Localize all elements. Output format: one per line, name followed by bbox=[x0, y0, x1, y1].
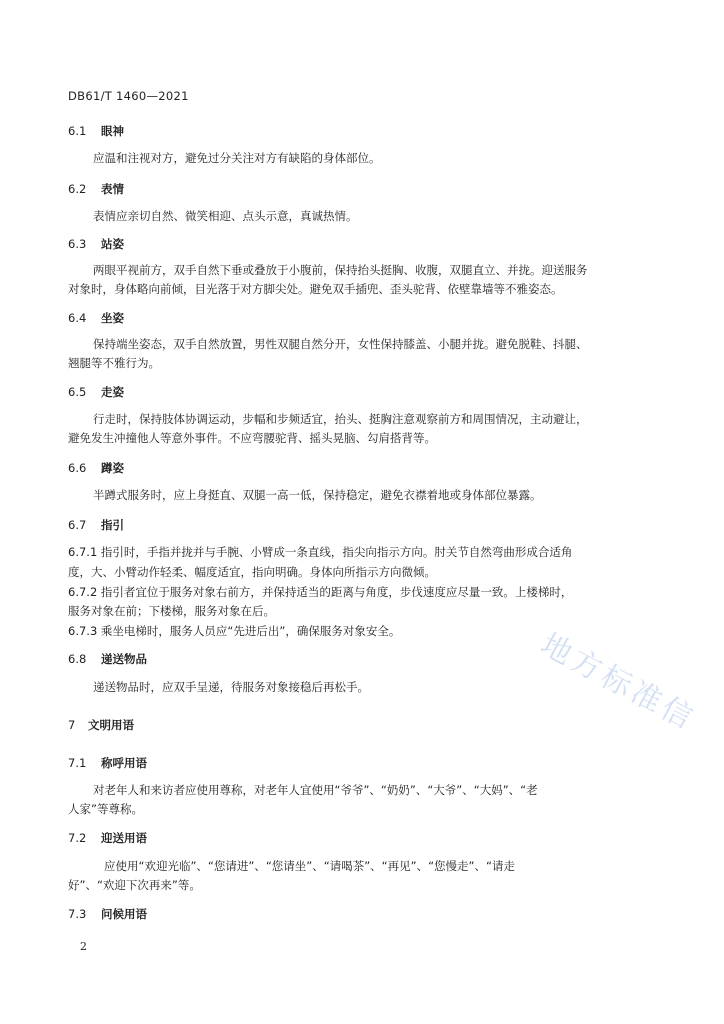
clause-6-7-1-line-1: 6.7.1 指引时，手指并拢并与手腕、小臂成一条直线，指尖向指示方向。肘关节自然弯曲形成合适角 bbox=[68, 545, 573, 559]
heading-number: 7.1 bbox=[68, 756, 87, 770]
paragraph-6-2: 表情应亲切自然、微笑相迎、点头示意，真诚热情。 bbox=[93, 209, 358, 223]
clause-6-7-3: 6.7.3 乘坐电梯时，服务人员应“先进后出”，确保服务对象安全。 bbox=[68, 624, 401, 638]
heading-title: 站姿 bbox=[101, 237, 124, 251]
paragraph-6-3-line-2: 对象时，身体略向前倾，目光落于对方脚尖处。避免双手插兜、歪头驼背、依壁靠墙等不雅姿态。 bbox=[68, 282, 563, 296]
heading-6-3 bbox=[68, 236, 124, 252]
paragraph-7-1-line-1: 对老年人和来访者应使用尊称，对老年人宜使用“爷爷”、“奶奶”、“大爷”、“大妈”、“老 bbox=[93, 783, 538, 797]
heading-6-7 bbox=[68, 517, 124, 533]
heading-number: 6.7 bbox=[68, 518, 87, 532]
heading-title: 眼神 bbox=[101, 124, 124, 138]
clause-6-7-2-line-1: 6.7.2 指引者宜位于服务对象右前方，并保持适当的距离与角度，步伐速度应尽量一致。上楼梯时， bbox=[68, 585, 573, 599]
heading-title: 蹲姿 bbox=[101, 461, 124, 475]
heading-number: 6.3 bbox=[68, 237, 87, 251]
clause-6-7-2-line-2: 服务对象在前；下楼梯，服务对象在后。 bbox=[68, 604, 275, 618]
heading-number: 7 bbox=[68, 718, 76, 732]
watermark: 地方标准信 bbox=[534, 627, 702, 738]
heading-title: 称呼用语 bbox=[101, 756, 147, 770]
heading-title: 问候用语 bbox=[101, 907, 147, 921]
paragraph-6-4-line-2: 翘腿等不雅行为。 bbox=[68, 356, 160, 370]
heading-title: 文明用语 bbox=[88, 718, 134, 732]
heading-number: 6.1 bbox=[68, 124, 87, 138]
paragraph-6-8: 递送物品时，应双手呈递，待服务对象接稳后再松手。 bbox=[93, 680, 369, 694]
heading-title: 走姿 bbox=[101, 385, 124, 399]
heading-number: 6.5 bbox=[68, 385, 87, 399]
heading-6-4 bbox=[68, 310, 124, 326]
heading-title: 表情 bbox=[101, 182, 124, 196]
document-id: DB61/T 1460—2021 bbox=[68, 89, 189, 103]
paragraph-6-3-line-1: 两眼平视前方，双手自然下垂或叠放于小腹前，保持抬头挺胸、收腹，双腿直立、并拢。迎送服务 bbox=[93, 263, 588, 277]
heading-6-6 bbox=[68, 460, 124, 476]
heading-number: 6.2 bbox=[68, 182, 87, 196]
heading-6-5 bbox=[68, 384, 124, 400]
heading-7-1 bbox=[68, 755, 147, 771]
paragraph-7-1-line-2: 人家”等尊称。 bbox=[68, 802, 143, 816]
heading-title: 坐姿 bbox=[101, 311, 124, 325]
clause-6-7-1-line-2: 度，大、小臂动作轻柔、幅度适宜，指向明确。身体向所指示方向微倾。 bbox=[68, 565, 436, 579]
heading-title: 迎送用语 bbox=[101, 831, 147, 845]
heading-title: 指引 bbox=[101, 518, 124, 532]
heading-6-1 bbox=[68, 123, 124, 139]
heading-number: 6.4 bbox=[68, 311, 87, 325]
paragraph-6-5-line-1: 行走时，保持肢体协调运动，步幅和步频适宜，抬头、挺胸注意观察前方和周围情况，主动避让， bbox=[93, 412, 588, 426]
paragraph-6-1: 应温和注视对方，避免过分关注对方有缺陷的身体部位。 bbox=[93, 151, 381, 165]
heading-title: 递送物品 bbox=[101, 652, 147, 666]
heading-7 bbox=[68, 717, 134, 733]
heading-number: 7.2 bbox=[68, 831, 87, 845]
page-number: 2 bbox=[80, 940, 87, 953]
heading-number: 6.6 bbox=[68, 461, 87, 475]
paragraph-7-2-line-2: 好”、“欢迎下次再来”等。 bbox=[68, 878, 201, 892]
heading-6-8 bbox=[68, 651, 147, 667]
heading-6-2 bbox=[68, 181, 124, 197]
heading-number: 6.8 bbox=[68, 652, 87, 666]
heading-7-2 bbox=[68, 830, 147, 846]
paragraph-7-2-line-1: 应使用“欢迎光临”、“您请进”、“您请坐”、“请喝茶”、“再见”、“您慢走”、“请走 bbox=[104, 859, 515, 873]
paragraph-6-4-line-1: 保持端坐姿态，双手自然放置，男性双腿自然分开，女性保持膝盖、小腿并拢。避免脱鞋、抖腿、 bbox=[93, 337, 588, 351]
paragraph-6-6: 半蹲式服务时，应上身挺直、双腿一高一低，保持稳定，避免衣襟着地或身体部位暴露。 bbox=[93, 488, 542, 502]
heading-7-3 bbox=[68, 906, 147, 922]
paragraph-6-5-line-2: 避免发生冲撞他人等意外事件。不应弯腰驼背、摇头晃脑、勾肩搭背等。 bbox=[68, 431, 436, 445]
heading-number: 7.3 bbox=[68, 907, 87, 921]
